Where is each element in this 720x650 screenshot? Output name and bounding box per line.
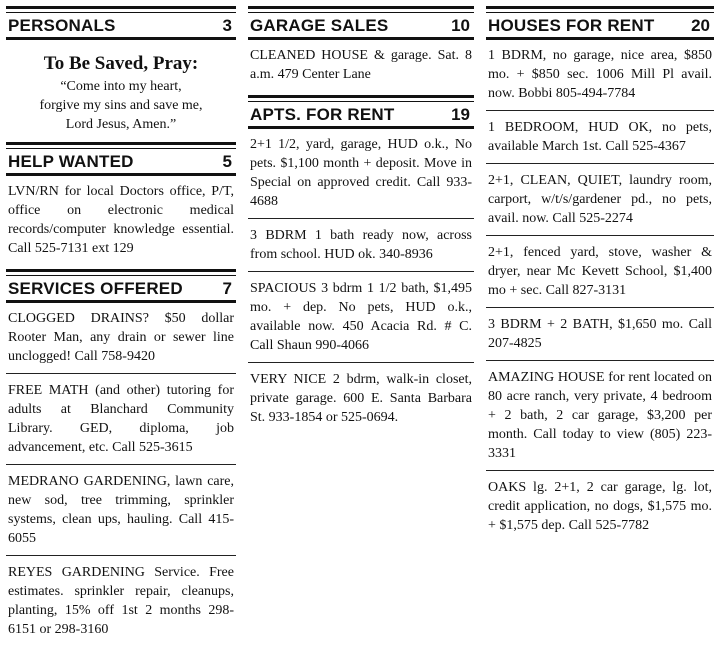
section-header-apts bbox=[248, 95, 474, 129]
section-number: 3 bbox=[222, 16, 232, 35]
prayer-ad bbox=[6, 46, 236, 142]
classified-ad: 3 BDRM + 2 BATH, $1,650 mo. Call 207-4825 bbox=[486, 315, 714, 361]
section-header-help-wanted bbox=[6, 142, 236, 176]
section-number: 10 bbox=[451, 16, 470, 35]
classified-ad: 2+1 1/2, yard, garage, HUD o.k., No pets. $1,100 month + deposit. Move in Special on approved credit. Call 933-4688 bbox=[248, 135, 474, 219]
classified-ad: AMAZING HOUSE for rent located on 80 acre ranch, very private, 4 bedroom + 2 bath, 2 car garage, $3,200 per month. Call today to view (805) 223-3331 bbox=[486, 368, 714, 471]
section-title: SERVICES OFFERED bbox=[8, 279, 183, 298]
classified-ad: 3 BDRM 1 bath ready now, across from school. HUD ok. 340-8936 bbox=[248, 226, 474, 272]
classified-ad: 1 BDRM, no garage, nice area, $850 mo. + $850 sec. 1006 Mill Pl avail. now. Bobbi 805-494-7784 bbox=[486, 46, 714, 111]
classified-ad: 1 BEDROOM, HUD OK, no pets, available March 1st. Call 525-4367 bbox=[486, 118, 714, 164]
section-header-personals bbox=[6, 6, 236, 40]
section-title: GARAGE SALES bbox=[250, 16, 389, 35]
classified-ad: 2+1, fenced yard, stove, washer & dryer, near Mc Kevett School, $1,400 mo + sec. Call 827-3131 bbox=[486, 243, 714, 308]
classified-ad: LVN/RN for local Doctors office, P/T, office on electronic medical records/computer knowledge essential. Call 525-7131 ext 129 bbox=[8, 184, 234, 256]
section-number: 7 bbox=[222, 279, 232, 298]
column-left bbox=[6, 6, 236, 650]
section-number: 19 bbox=[451, 105, 470, 124]
classified-ad: VERY NICE 2 bdrm, walk-in closet, private garage. 600 E. Santa Barbara St. 933-1854 or 525-0694. bbox=[250, 372, 472, 425]
classified-ad: 2+1, CLEAN, QUIET, laundry room, carport, w/t/s/gardener pd., no pets, avail. now. Call 525-2274 bbox=[486, 171, 714, 236]
section-header-services bbox=[6, 269, 236, 303]
classified-ad: REYES GARDENING Service. Free estimates. sprinkler repair, cleanups, planting, 15% off 1st 2 months 298-6151 or 298-3160 bbox=[8, 565, 234, 637]
section-number: 5 bbox=[222, 152, 232, 171]
prayer-title: To Be Saved, Pray: bbox=[43, 53, 199, 74]
classified-ad: CLOGGED DRAINS? $50 dollar Rooter Man, any drain or sewer line unclogged! Call 758-9420 bbox=[6, 309, 236, 374]
prayer-line: forgive my sins and save me, bbox=[39, 98, 203, 113]
column-middle bbox=[248, 6, 474, 438]
section-title: HOUSES FOR RENT bbox=[488, 16, 655, 35]
section-title: APTS. FOR RENT bbox=[250, 105, 395, 124]
section-header-garage-sales bbox=[248, 6, 474, 40]
section-number: 20 bbox=[691, 16, 710, 35]
classified-ad: CLEANED HOUSE & garage. Sat. 8 a.m. 479 Center Lane bbox=[250, 48, 472, 82]
prayer-line: “Come into my heart, bbox=[60, 79, 182, 94]
section-title: HELP WANTED bbox=[8, 152, 134, 171]
classified-ad: OAKS lg. 2+1, 2 car garage, lg. lot, credit application, no dogs, $1,575 mo. + $1,575 dep. Call 525-7782 bbox=[488, 480, 712, 533]
section-title: PERSONALS bbox=[8, 16, 116, 35]
section-header-houses bbox=[486, 6, 714, 40]
classified-ad: FREE MATH (and other) tutoring for adults at Blanchard Community Library. GED, diploma, job advancement, etc. Call 525-3615 bbox=[6, 381, 236, 465]
column-right bbox=[486, 6, 714, 546]
prayer-line: Lord Jesus, Amen.” bbox=[65, 117, 177, 132]
classified-ad: SPACIOUS 3 bdrm 1 1/2 bath, $1,495 mo. + dep. No pets, HUD o.k., available now. 450 Acacia Rd. # C. Call Shaun 990-4066 bbox=[248, 279, 474, 363]
classified-ad: MEDRANO GARDENING, lawn care, new sod, tree trimming, sprinkler systems, clean ups, hauling. Call 415-6055 bbox=[6, 472, 236, 556]
